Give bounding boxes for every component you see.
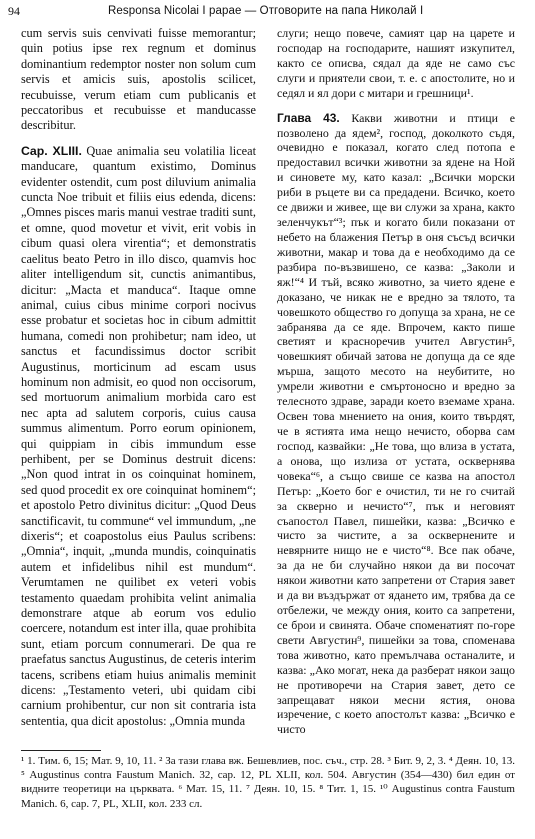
page-number: 94	[8, 4, 20, 18]
footnote-rule	[21, 750, 101, 751]
latin-intro-paragraph: cum servis suis cenvivati fuisse memorantur; quin potius ipse rex regnum et dominus dominantium redemptor noster non solum cum servis et amicis suis, apostolis scilicet, recubuisse, verum etiam cum publicanis et peccatoribus et recubuisse et manducasse describitur.	[21, 26, 256, 133]
bulgarian-chapter-label: Глава 43.	[277, 110, 340, 125]
running-header	[0, 2, 535, 20]
latin-chapter-text: Quae animalia seu volatilia liceat manducare, quantum existimo, Dominus evidenter ostendit, cum post diluvium animalia cuncta Noe tribuit et filiis eius edenda, dicens: „Omnes pisces maris manui vestrae traditi sunt, et omne, quod movetur et vivit, erit vobis in cibum quasi olera virentia“; et demonstratis caelitus beato Petro in illo disco, quamvis hoc aliter intelligendum sit, cunctis animantibus, dicitur: „Macta et manduca“. Itaque omne animal, cuius cibus minime corpori nocivus esse probatur et societas hoc in cibum admittit humana, comedi non prohibetur; nam ideo, ut sanctus et facundissimus doctor scribit Augustinus, morticinum ad escam usus hominum non admisit, eo quod non occisorum, sed mortuorum animalium morbida caro est nec apta ad salutem corporis, cuius causa summus alimentum. Porro eorum opinionem, qui quippiam in cibis immundum esse perhibent, per se Dominus destruit dicens: „Non quod intrat in os coinquinat hominem, sed quod procedit ex ore coinquinat hominem“; et apostolo Petro divinitus dicitur: „Quod Deus sanctificavit, tu commune“ vel immundum, „ne dixeris“; et coapostolus eius Paulus scribens: „Omnia“, inquit, „munda mundis, coinquinatis autem et infidelibus nihil est mundum“. Verumtamen ne quilibet ex veteri vobis testamento quaedam prohibita velint animalia demonstrare atque ab eorum vos edulio coercere, notandum est inter illa, quae prohibita sunt, etiam porcum connumerari. De qua re praefatus sanctus Augustinus, de ceteris interim tacens, scribens etiam huius animalis meminit dicens: „Testamento veteri, ubi quidam cibi carnium prohibentur, cur non sit contraria ista sententia, qua dicit apostolus: „Omnia munda	[21, 143, 256, 728]
latin-column	[21, 26, 256, 729]
bulgarian-chapter-text: Какви животни и птици е позволено да ядем², господ, доколкото съдя, очевидно е показал, когато след потопа е предоставил всички животни за ядене на Ной и синовете му, като казал: „Всички морски риби в ръцете ви са предадени. Всичко, което се движи и живее, ще ви служи за храна, както зеленчукът“³; пък и когато били показани от небето на блажения Петър в оня съсъд всички животни, макар и това да е необходимо да се разбира по-възвишено, се казва: „Заколи и яж!“⁴ И тъй, всяко животно, за чието ядене е доказано, че никак не е вредно за тялото, та човешкото общество го допуща за храна, не се забранява да се яде. Впрочем, както пише светият и красноречив учител Августин⁵, човешкият обичай затова не допуща да се яде мърша, защото месото на неубитите, но умрели животни е смъртоносно и вредно за телесното здраве, заради което вземаме храна. Освен това мнението на ония, които твърдят, че в ястията има нещо нечисто, оборва сам господ, казвайки: „Не това, що влиза в устата, а онова, що излиза от устата, осквернява човека“⁶, а също свише се казва на апостол Петър: „Което бог е очистил, ти не го считай за скверно и нечисто“⁷, пък и неговият съапостол Павел, пишейки, казва: „Всичко е чисто за чистите, а за осквернените и невярните нищо не е чисто“⁸. Все пак обаче, за да не би случайно някои да ви посочат някои животни като запретени от Стария завет и да ви въздържат от ядането им, трябва да се отбележи, че между ония, които са запретени, се брои и свинята. Обаче споменатият по-горе свети Августин⁹, пишейки за това, споменава това животно, като премълчава останалите, и казва: „Ако могат, нека да разберат някои защо не противоречи на Стария завет, дето се запрещават някои месни ястия, онова изречение, с което апостолът казва: „Всичко е чисто	[277, 110, 515, 737]
bulgarian-chapter-paragraph	[277, 111, 515, 738]
latin-chapter-paragraph	[21, 144, 256, 729]
bulgarian-intro-paragraph: слуги; нещо повече, самият цар на царете и господар на господарите, нашият изкупител, както се описва, сядал да яде не само със слуги и приятели свои, т. е. с апостолите, но и седял и ял дори с митари и грешници¹.	[277, 26, 515, 100]
bulgarian-column	[277, 26, 515, 737]
running-title: Responsa Nicolai I papae — Отговорите на папа Николай I	[108, 5, 424, 17]
footnote-text: ¹ 1. Тим. 6, 15; Мат. 9, 10, 11. ² За тази глава вж. Бешевлиев, пос. съч., стр. 28. ³ Бит. 9, 2, 3. ⁴ Деян. 10, 13. ⁵ Augustinus contra Faustum Manich. 32, cap. 12, PL XLII, кол. 504. Августин (354—430) бил един от видните теоретици на църквата. ⁶ Мат. 15, 11. ⁷ Деян. 10, 15. ⁸ Тит. 1, 15. ¹⁰ Augustinus contra Faustum Manich. 6, cap. 7, PL, XLII, кол. 233 сл.	[21, 755, 515, 810]
footnotes	[21, 754, 515, 811]
latin-chapter-label: Cap. XLIII.	[21, 143, 82, 158]
